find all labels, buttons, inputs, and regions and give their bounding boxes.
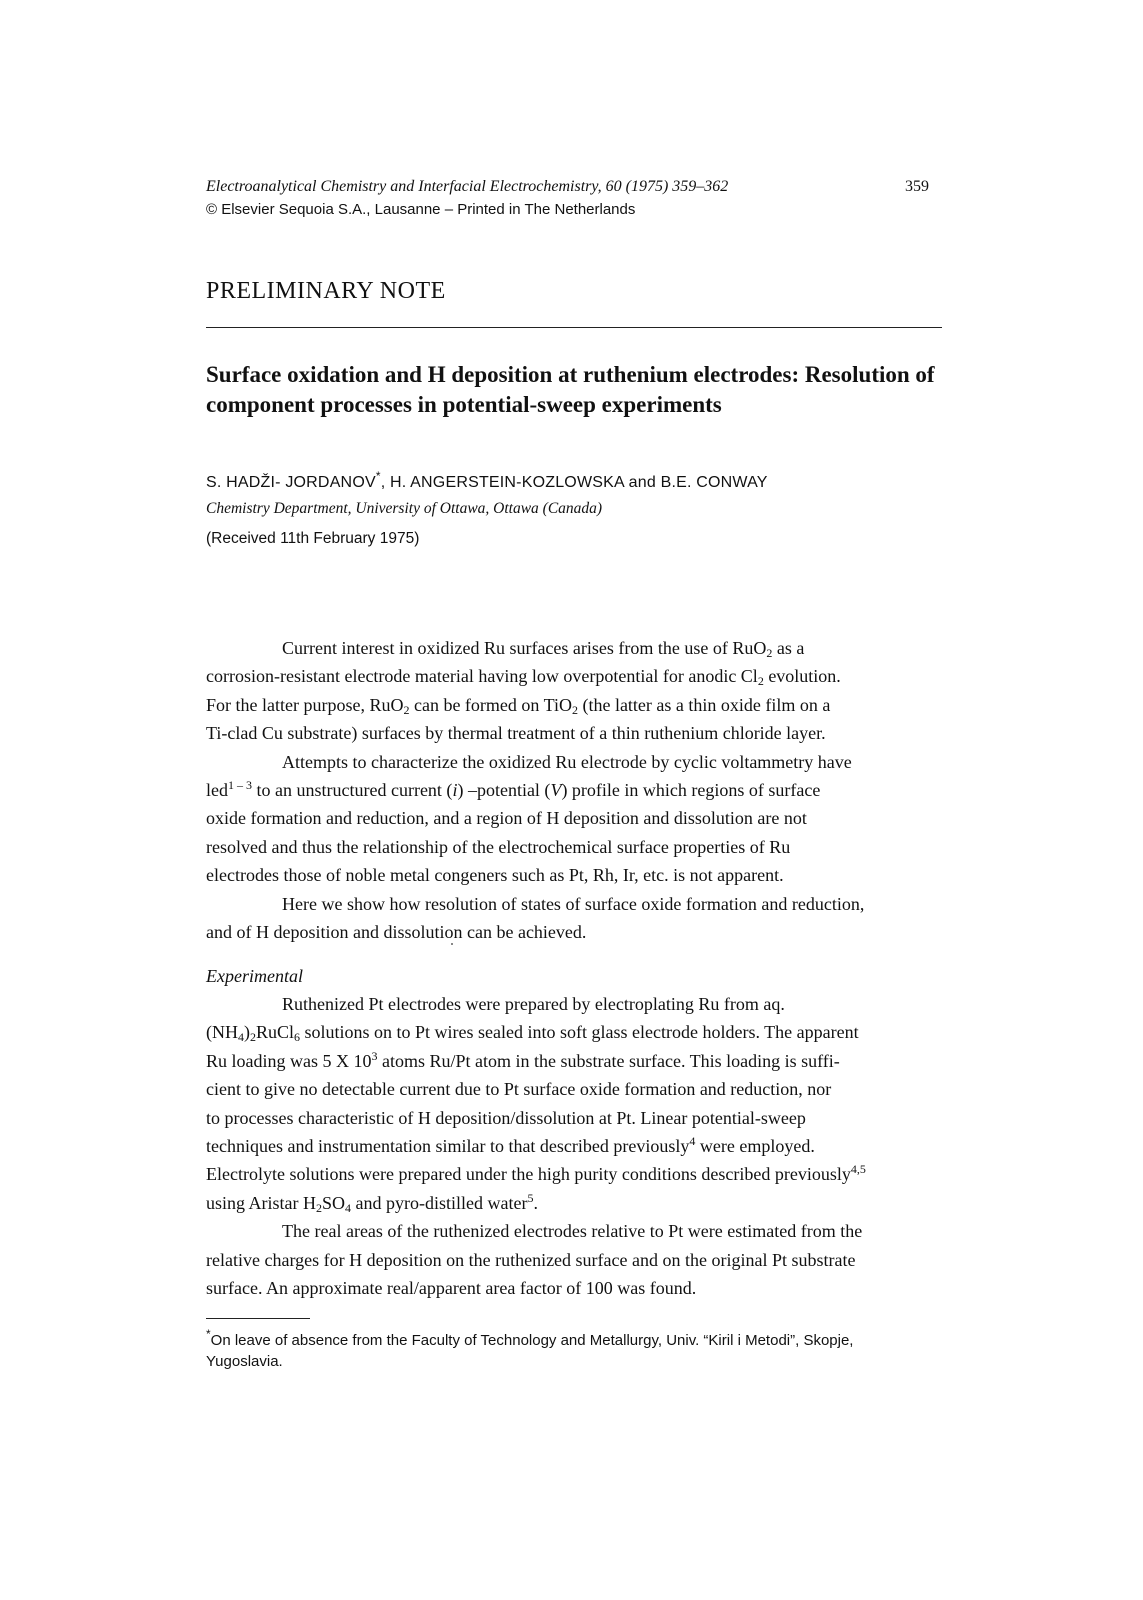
intro-paragraph-3: Here we show how resolution of states of surface oxide formation and reduction, and of H deposition and dissolution can be achieved. <box>206 893 865 943</box>
footnote-marker: * <box>206 1327 211 1341</box>
article-title <box>206 360 946 420</box>
section-heading-experimental: Experimental <box>206 966 303 986</box>
page-number: 359 <box>905 178 929 195</box>
header-rule <box>206 327 942 328</box>
other-authors: , H. ANGERSTEIN-KOZLOWSKA and B.E. CONWAY <box>380 474 768 491</box>
intro-paragraph-1: Current interest in oxidized Ru surfaces arises from the use of RuO$_2$ as a corrosion-resistant electrode material having low overpotential for anodic $Cl_2$ evolution. For the latter purpose, RuO$_2$ can be formed on TiO$_2$ (the latter as a thin oxide film on a Ti-clad Cu substrate) surfaces by thermal treatment of a thin ruthenium chloride layer. <box>206 638 841 744</box>
footnote-mark: * <box>375 469 381 483</box>
experimental-section <box>206 990 946 1302</box>
author-1: S. HADŽI- JORDANOV <box>206 474 376 491</box>
title-line-2: component processes in potential-sweep experiments <box>206 392 722 417</box>
affiliation: Chemistry Department, University of Ottawa, Ottawa (Canada) <box>206 500 603 517</box>
footnote-rule <box>206 1318 310 1319</box>
author-list <box>206 469 768 492</box>
experimental-paragraph-2: The real areas of the ruthenized electrodes relative to Pt were estimated from the relative charges for H deposition on the ruthenized surface and on the original Pt substrate surface. An approximate real/apparent area factor of 100 was found. <box>206 1221 863 1299</box>
stray-dot <box>451 943 453 945</box>
introduction <box>206 634 946 946</box>
publisher-line: © Elsevier Sequoia S.A., Lausanne – Printed in The Netherlands <box>206 201 636 218</box>
title-line-1: Surface oxidation and H deposition at ruthenium electrodes: Resolution of <box>206 362 935 387</box>
section-label: PRELIMINARY NOTE <box>206 278 446 304</box>
journal-citation: Electroanalytical Chemistry and Interfacial Electrochemistry, 60 (1975) 359–362 <box>206 178 729 195</box>
footnote: *On leave of absence from the Faculty of Technology and Metallurgy, Univ. “Kiril i Metodi”, Skopje, Yugoslavia. <box>206 1327 854 1370</box>
experimental-paragraph-1: Ruthenized Pt electrodes were prepared by electroplating Ru from aq. $(NH_4)_2RuCl_6$ solutions on to Pt wires sealed into soft glass electrode holders. The apparent Ru loading was 5 X $10^3$ atoms Ru/Pt atom in the substrate surface. This loading is suffi- cient to give no detectable current due to Pt surface oxide formation and reduction, nor to processes characteristic of H deposition/dissolution at Pt. Linear potential-sweep techniques and instrumentation similar to that described previously$^4$ were employed. Electrolyte solutions were prepared under the high purity conditions described previously$^{4,5}$ using Aristar $H_2SO_4$ and pyro-distilled water$^5$. <box>206 994 866 1215</box>
intro-paragraph-2: Attempts to characterize the oxidized Ru electrode by cyclic voltammetry have led$^{1 - 3}$ to an unstructured current (i) –potential (V) profile in which regions of surface oxide formation and reduction, and a region of H deposition and dissolution are not resolved and thus the relationship of the electrochemical surface properties of Ru electrodes those of noble metal congeners such as Pt, Rh, Ir, etc. is not apparent. <box>206 751 852 886</box>
received-date: (Received 11th February 1975) <box>206 530 420 547</box>
